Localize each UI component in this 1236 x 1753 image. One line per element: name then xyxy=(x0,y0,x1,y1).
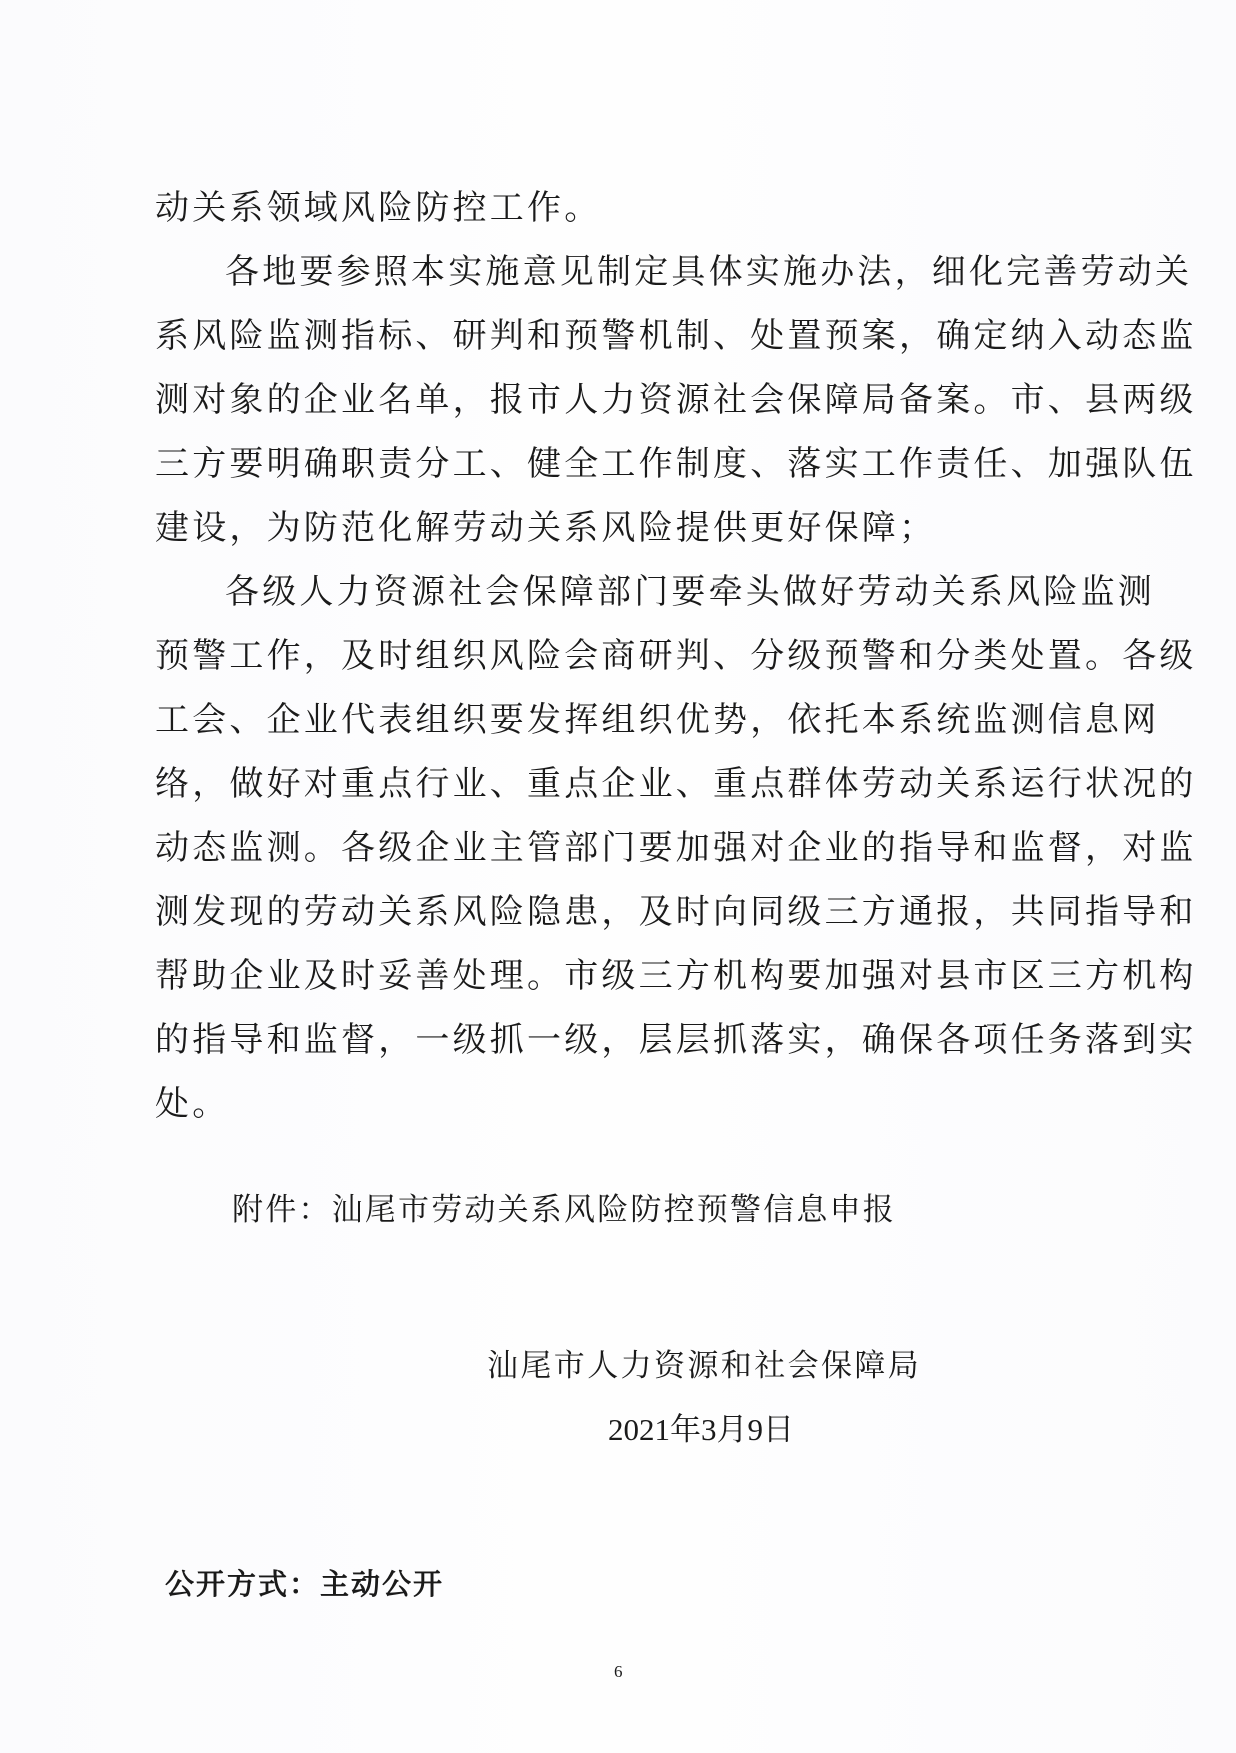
body-line: 工会、企业代表组织要发挥组织优势，依托本系统监测信息网 xyxy=(155,700,1160,740)
issue-date: 2021年3月9日 xyxy=(608,1412,794,1447)
body-line: 系风险监测指标、研判和预警机制、处置预案，确定纳入动态监 xyxy=(155,316,1197,356)
body-line: 测发现的劳动关系风险隐患，及时向同级三方通报，共同指导和 xyxy=(155,892,1197,932)
issuer-signature: 汕尾市人力资源和社会保障局 xyxy=(487,1348,922,1384)
attachment-note: 附件：汕尾市劳动关系风险防控预警信息申报 xyxy=(232,1192,896,1228)
page-number: 6 xyxy=(614,1662,623,1681)
paragraph-start-line: 各级人力资源社会保障部门要牵头做好劳动关系风险监测 xyxy=(225,572,1155,612)
paragraph-start-line: 各地要参照本实施意见制定具体实施办法，细化完善劳动关 xyxy=(225,252,1193,292)
body-line: 预警工作，及时组织风险会商研判、分级预警和分类处置。各级 xyxy=(155,636,1197,676)
body-line: 建设，为防范化解劳动关系风险提供更好保障； xyxy=(155,508,937,548)
body-line: 处。 xyxy=(155,1084,230,1124)
body-line: 动态监测。各级企业主管部门要加强对企业的指导和监督，对监 xyxy=(155,828,1197,868)
body-line: 帮助企业及时妥善处理。市级三方机构要加强对县市区三方机构 xyxy=(155,956,1197,996)
body-line: 动关系领域风险防控工作。 xyxy=(155,188,602,228)
body-line: 络，做好对重点行业、重点企业、重点群体劳动关系运行状况的 xyxy=(155,764,1197,804)
body-line: 三方要明确职责分工、健全工作制度、落实工作责任、加强队伍 xyxy=(155,444,1197,484)
body-line: 测对象的企业名单，报市人力资源社会保障局备案。市、县两级 xyxy=(155,380,1197,420)
body-line: 的指导和监督，一级抓一级，层层抓落实，确保各项任务落到实 xyxy=(155,1020,1197,1060)
disclosure-method: 公开方式：主动公开 xyxy=(165,1567,445,1601)
